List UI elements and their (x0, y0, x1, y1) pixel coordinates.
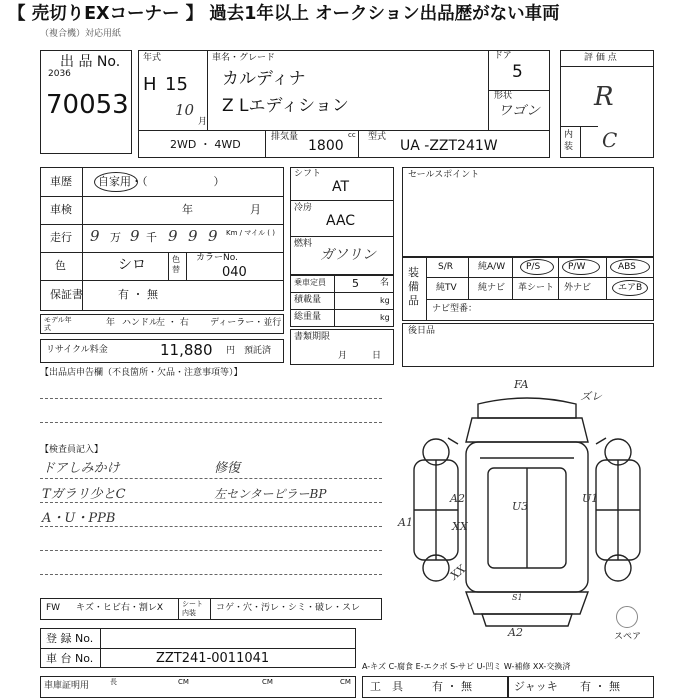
registration-label: 登 録 No. (46, 632, 94, 645)
lot-number: 70053 (46, 90, 129, 120)
mark-front: FA (514, 378, 529, 391)
mileage-digit: 9 (168, 227, 178, 245)
spare-label: スペア (614, 632, 642, 642)
displacement-unit: cc (348, 131, 356, 139)
equip-alloy-wheels: 純A/W (478, 262, 506, 272)
recycle-label: リサイクル料金 (46, 345, 108, 355)
fuel-value: ガソリン (320, 247, 376, 263)
type-value: UA -ZZT241W (400, 138, 498, 154)
body-shape: ワゴン (498, 103, 540, 119)
interior-score: C (602, 128, 618, 152)
sales-box (402, 167, 654, 257)
recycle-unit: 円 (226, 346, 236, 356)
shaken-month-unit: 月 (250, 203, 261, 216)
arrival-box (402, 323, 654, 367)
mark-front-right: ズレ (580, 390, 602, 403)
load-unit: kg (380, 296, 390, 305)
lot-code: 2036 (48, 69, 71, 79)
handle-value: 左 ・ 右 (156, 318, 189, 328)
period-month: 月 (338, 351, 348, 361)
fuel-label: 燃料 (294, 239, 313, 249)
model-label: モデル年式 (44, 316, 72, 332)
defects-label: 【出品店申告欄（不良箇所・欠品・注意事項等）】 (40, 368, 243, 378)
warranty-value: 有 ・ 無 (118, 288, 158, 301)
equip-power-steering: P/S (526, 262, 541, 272)
front-bumper-outline (478, 398, 576, 418)
capacity-label: 乗車定員 (294, 278, 326, 287)
name-label: 車名・グレード (212, 53, 276, 63)
warranty-label: 保証書 (50, 288, 83, 301)
equip-leather-seats: 革シート (518, 283, 555, 293)
mark-center-right: U1 (582, 492, 599, 505)
color-label: 色 (55, 259, 66, 272)
equipment-label: 装備品 (408, 266, 419, 307)
shift-value: AT (332, 179, 350, 195)
month-unit: 月 (198, 117, 208, 127)
grade-score: R (594, 82, 614, 112)
year-label: 年式 (143, 53, 162, 63)
mileage-digit: 9 (188, 227, 198, 245)
shaken-year-unit: 年 (182, 203, 193, 216)
mileage-unit: Km / マイル ( ) (226, 229, 275, 237)
car-grade: Z Lエディション (222, 96, 349, 116)
gross-label: 総重量 (294, 312, 322, 322)
color-value: シロ (118, 257, 146, 273)
equip-factory-tv: 純TV (436, 283, 457, 293)
drive-type: 2WD ・ 4WD (170, 138, 241, 151)
history-value: 自家用・（ ） (98, 175, 225, 188)
lot-label: 出 品 No. (60, 54, 121, 70)
gross-unit: kg (380, 313, 390, 322)
color-no-value: 040 (222, 265, 247, 280)
mark-left: A1 (398, 516, 413, 529)
mark-rear: A2 (508, 626, 523, 639)
ac-value: AAC (326, 213, 356, 229)
page-title: 【 売切りEXコーナー 】 過去1年以上 オークション出品歴がない車両 (8, 4, 560, 24)
shift-label: シフト (294, 169, 322, 179)
mark-center: U3 (512, 500, 529, 513)
fw-items: キズ・ヒビ右・割レX (76, 603, 163, 613)
inspector-note: Tガラリ少とC (42, 487, 126, 502)
month-value: 10 (175, 101, 195, 119)
jack-value: 有 ・ 無 (580, 680, 620, 693)
defect-legend: A-キズ C-腐食 E-エクボ S-サビ U-凹ミ W-補修 XX-交換済 (362, 662, 571, 671)
mileage-label: 走行 (50, 231, 72, 244)
capacity-value: 5 (352, 277, 359, 290)
mileage-digit: 9 (90, 227, 100, 245)
mark-rear-small: S1 (512, 593, 523, 602)
mark-xx: XX (452, 520, 468, 533)
equip-airbag: エアB (618, 283, 643, 293)
inspector-note: 修復 (214, 461, 241, 476)
fw-label: FW (46, 603, 61, 613)
equip-factory-navi: 純ナビ (478, 283, 506, 293)
door-label: ドア (494, 51, 512, 61)
color-no-label: カラーNo. (196, 253, 238, 263)
inspector-note: 左センターピラーBP (214, 487, 327, 501)
equip-abs: ABS (618, 262, 636, 272)
arrival-label: 後日品 (408, 326, 436, 336)
grade-label: 評 価 点 (584, 53, 617, 63)
handle-label: ハンドル (122, 318, 159, 328)
cert-unit: CM (340, 678, 351, 686)
dealer-label: ディーラー・並行 (210, 318, 282, 328)
inspector-label: 【検査員記入】 (40, 445, 104, 455)
tools-value: 有 ・ 無 (432, 680, 472, 693)
mileage-sen: 千 (146, 231, 157, 244)
recycle-amount: 11,880 (160, 341, 213, 359)
year-value: 15 (165, 74, 188, 95)
displacement-label: 排気量 (271, 132, 299, 142)
interior-label: 内装 (564, 130, 574, 152)
car-name: カルディナ (222, 69, 306, 89)
chassis-number: ZZT241-0011041 (156, 651, 270, 666)
recycle-note: 預託済 (244, 346, 272, 356)
model-year-unit: 年 (106, 318, 116, 328)
color-change-label: 色替 (172, 255, 180, 274)
mileage-digit: 9 (208, 227, 218, 245)
mark-rear-left: XX (447, 562, 469, 583)
seat-label: シート内装 (182, 600, 203, 617)
jack-label: ジャッキ (514, 680, 558, 693)
inspector-note: A・U・PPB (42, 511, 116, 526)
tools-label: 工 具 (370, 680, 403, 693)
sales-points-label: セールスポイント (408, 170, 480, 180)
history-label: 車歴 (50, 175, 72, 188)
type-label: 型式 (368, 132, 387, 142)
mileage-digit: 9 (130, 227, 140, 245)
seat-items: コゲ・穴・汚レ・シミ・破レ・スレ (216, 603, 361, 613)
sheet-subtitle: （複合機）対応用紙 (40, 29, 122, 39)
spare-tire-icon (616, 606, 638, 628)
capacity-unit: 名 (380, 278, 390, 288)
equip-sunroof: S/R (438, 262, 453, 272)
load-label: 積載量 (294, 295, 322, 305)
navi-model-label: ナビ型番： (432, 304, 478, 314)
ac-label: 冷房 (294, 203, 313, 213)
car-diagram (396, 378, 658, 640)
equip-aftermarket-navi: 外ナビ (564, 283, 592, 293)
cert-unit: CM (262, 678, 273, 686)
chassis-label: 車 台 No. (46, 652, 94, 665)
door-count: 5 (512, 62, 523, 82)
period-label: 書類期限 (294, 332, 331, 342)
displacement-value: 1800 (308, 138, 344, 154)
shape-label: 形状 (494, 91, 513, 101)
mileage-man: 万 (110, 231, 121, 244)
cert-length: 長 (110, 678, 117, 686)
garage-cert-label: 車庫証明用 (44, 681, 90, 691)
equip-power-windows: P/W (568, 262, 586, 272)
mark-center-left: A2 (450, 492, 465, 505)
rear-bumper-outline (466, 592, 588, 614)
year-era: H (143, 74, 157, 95)
shaken-label: 車検 (50, 203, 72, 216)
period-day: 日 (372, 351, 382, 361)
inspector-note: ドアしみかけ (42, 461, 120, 476)
cert-unit: CM (178, 678, 189, 686)
